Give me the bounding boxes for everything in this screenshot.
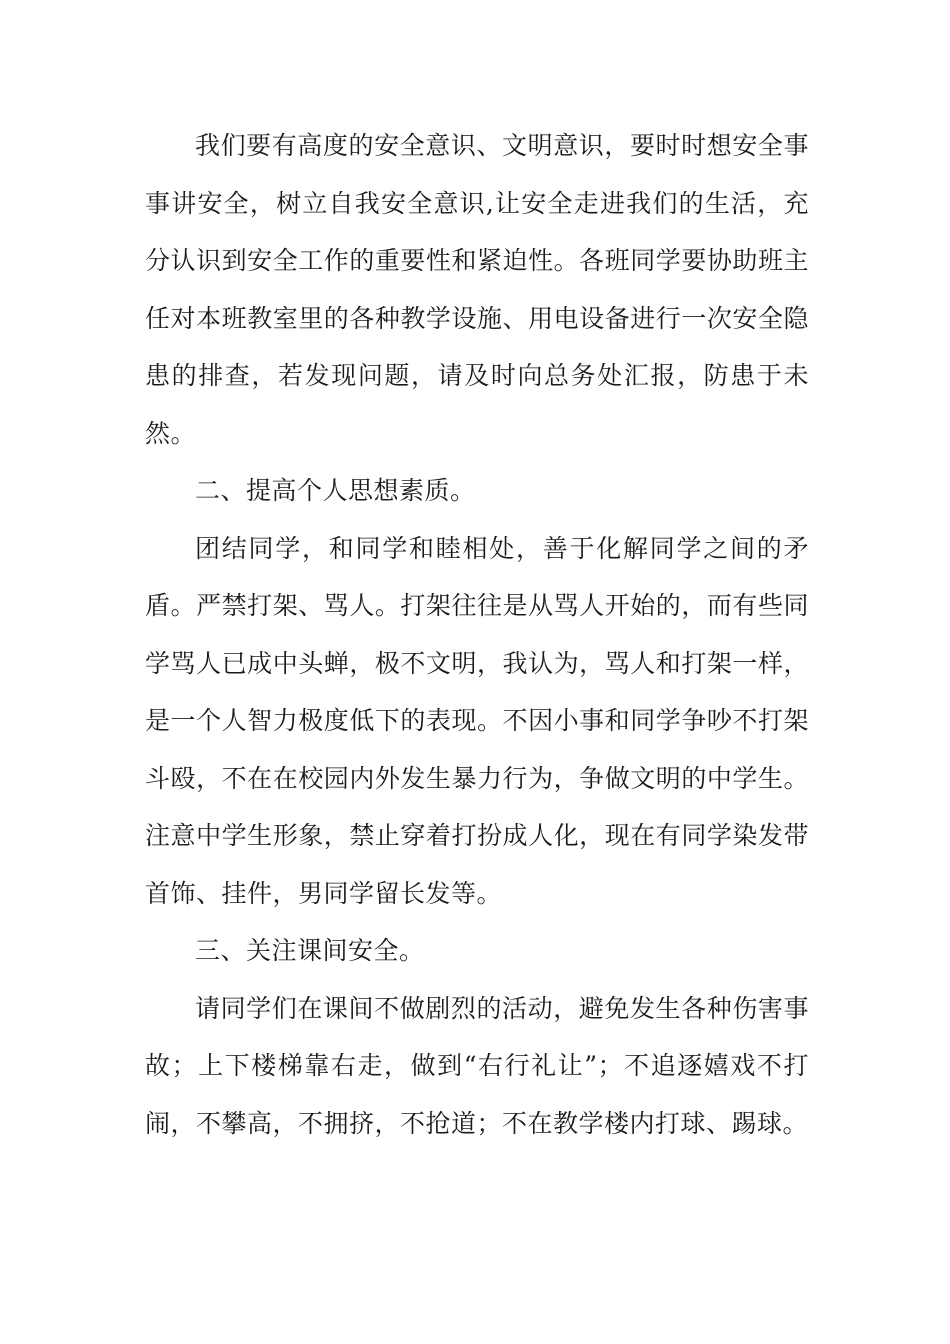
heading-section-three: 三、关注课间安全。 (195, 936, 425, 965)
heading-section-two: 二、提高个人思想素质。 (195, 476, 476, 505)
paragraph-recess-safety: 请同学们在课间不做剧烈的活动，避免发生各种伤害事故；上下楼梯靠右走，做到“右行礼让”；不追逐嬉戏不打闹，不攀高，不拥挤，不抢道；不在教学楼内打球、踢球。 (145, 993, 809, 1138)
paragraph-safety-awareness: 我们要有高度的安全意识、文明意识，要时时想安全事事讲安全，树立自我安全意识,让安全走进我们的生活，充分认识到安全工作的重要性和紧迫性。各班同学要协助班主任对本班教室里的各种教学设施、用电设备进行一次安全隐患的排查，若发现问题，请及时向总务处汇报，防患于未然。 (145, 131, 809, 448)
paragraph-unity: 团结同学，和同学和睦相处，善于化解同学之间的矛盾。严禁打架、骂人。打架往往是从骂人开始的，而有些同学骂人已成中头蝉，极不文明，我认为，骂人和打架一样，是一个人智力极度低下的表现。不因小事和同学争吵不打架斗殴，不在在校园内外发生暴力行为，争做文明的中学生。注意中学生形象，禁止穿着打扮成人化，现在有同学染发带首饰、挂件，男同学留长发等。 (145, 533, 809, 908)
document-body (145, 117, 809, 1152)
